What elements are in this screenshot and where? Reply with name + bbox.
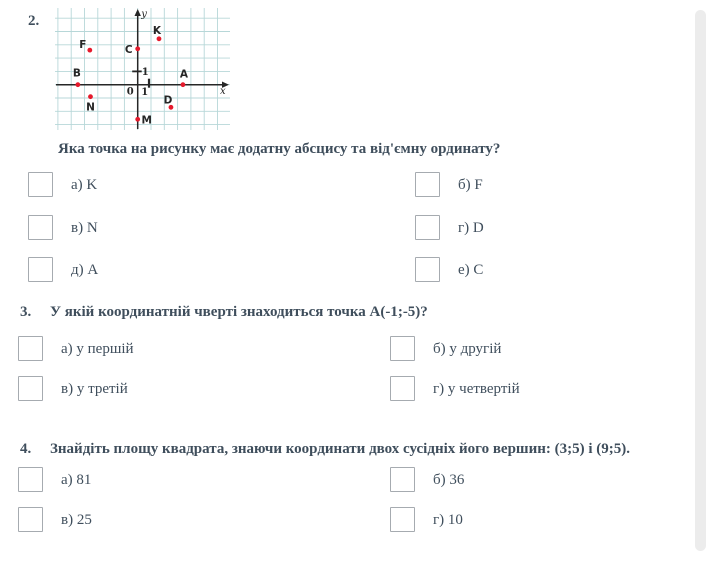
checkbox-q3-a[interactable] (18, 336, 43, 361)
option-row (390, 467, 464, 492)
question-4-text: Знайдіть площу квадрата, знаючи координати двох сусідніх його вершин: (3;5) і (9;5). (50, 441, 631, 457)
option-label: а) 81 (61, 471, 92, 488)
option-label: г) D (458, 219, 484, 236)
option-row (415, 215, 484, 240)
checkbox-q2-g[interactable] (415, 215, 440, 240)
checkbox-q2-e[interactable] (415, 257, 440, 282)
checkbox-q4-v[interactable] (18, 507, 43, 532)
option-row (415, 172, 483, 197)
svg-text:0: 0 (126, 86, 134, 98)
question-3-text: У якій координатній чверті знаходиться точка A(-1;-5)? (50, 304, 428, 320)
option-label: в) у третій (61, 380, 128, 397)
checkbox-q4-b[interactable] (390, 467, 415, 492)
option-label: а) у першій (61, 340, 134, 357)
option-label: б) F (458, 176, 483, 193)
option-row (18, 336, 134, 361)
question-4-number: 4. (20, 441, 32, 457)
option-label: г) 10 (433, 511, 463, 528)
option-label: а) K (71, 176, 98, 193)
option-label: б) 36 (433, 471, 465, 488)
svg-text:y: y (141, 9, 147, 20)
question-3-number: 3. (20, 304, 32, 320)
svg-text:D: D (163, 94, 173, 107)
svg-text:N: N (86, 101, 95, 114)
checkbox-q3-b[interactable] (390, 336, 415, 361)
option-row (28, 257, 98, 282)
svg-text:1: 1 (141, 66, 149, 78)
checkbox-q3-g[interactable] (390, 376, 415, 401)
option-label: д) A (71, 261, 99, 278)
coordinate-plane-figure (55, 8, 230, 130)
option-row (390, 507, 463, 532)
option-row (415, 257, 483, 282)
option-row (18, 467, 91, 492)
svg-text:x: x (220, 86, 226, 98)
checkbox-q4-a[interactable] (18, 467, 43, 492)
option-label: в) N (71, 219, 98, 236)
scrollbar-thumb[interactable] (695, 10, 706, 551)
option-row (28, 172, 97, 197)
svg-text:1: 1 (141, 87, 149, 99)
option-row (18, 376, 128, 401)
svg-text:F: F (79, 39, 87, 52)
question-2-number: 2. (28, 13, 40, 29)
option-label: в) 25 (61, 511, 92, 528)
option-label: е) C (458, 261, 484, 278)
svg-text:M: M (141, 114, 152, 127)
option-row (390, 376, 520, 401)
svg-text:K: K (152, 24, 162, 37)
svg-text:B: B (72, 67, 81, 80)
option-label: б) у другій (433, 340, 502, 357)
checkbox-q2-v[interactable] (28, 215, 53, 240)
svg-text:A: A (179, 68, 188, 81)
svg-text:C: C (124, 43, 133, 56)
option-label: г) у четвертій (433, 380, 520, 397)
checkbox-q2-d[interactable] (28, 257, 53, 282)
checkbox-q3-v[interactable] (18, 376, 43, 401)
option-row (28, 215, 98, 240)
option-row (390, 336, 501, 361)
checkbox-q4-g[interactable] (390, 507, 415, 532)
checkbox-q2-a[interactable] (28, 172, 53, 197)
question-2-text: Яка точка на рисунку має додатну абсцису та від'ємну ординату? (58, 141, 501, 157)
option-row (18, 507, 92, 532)
checkbox-q2-b[interactable] (415, 172, 440, 197)
